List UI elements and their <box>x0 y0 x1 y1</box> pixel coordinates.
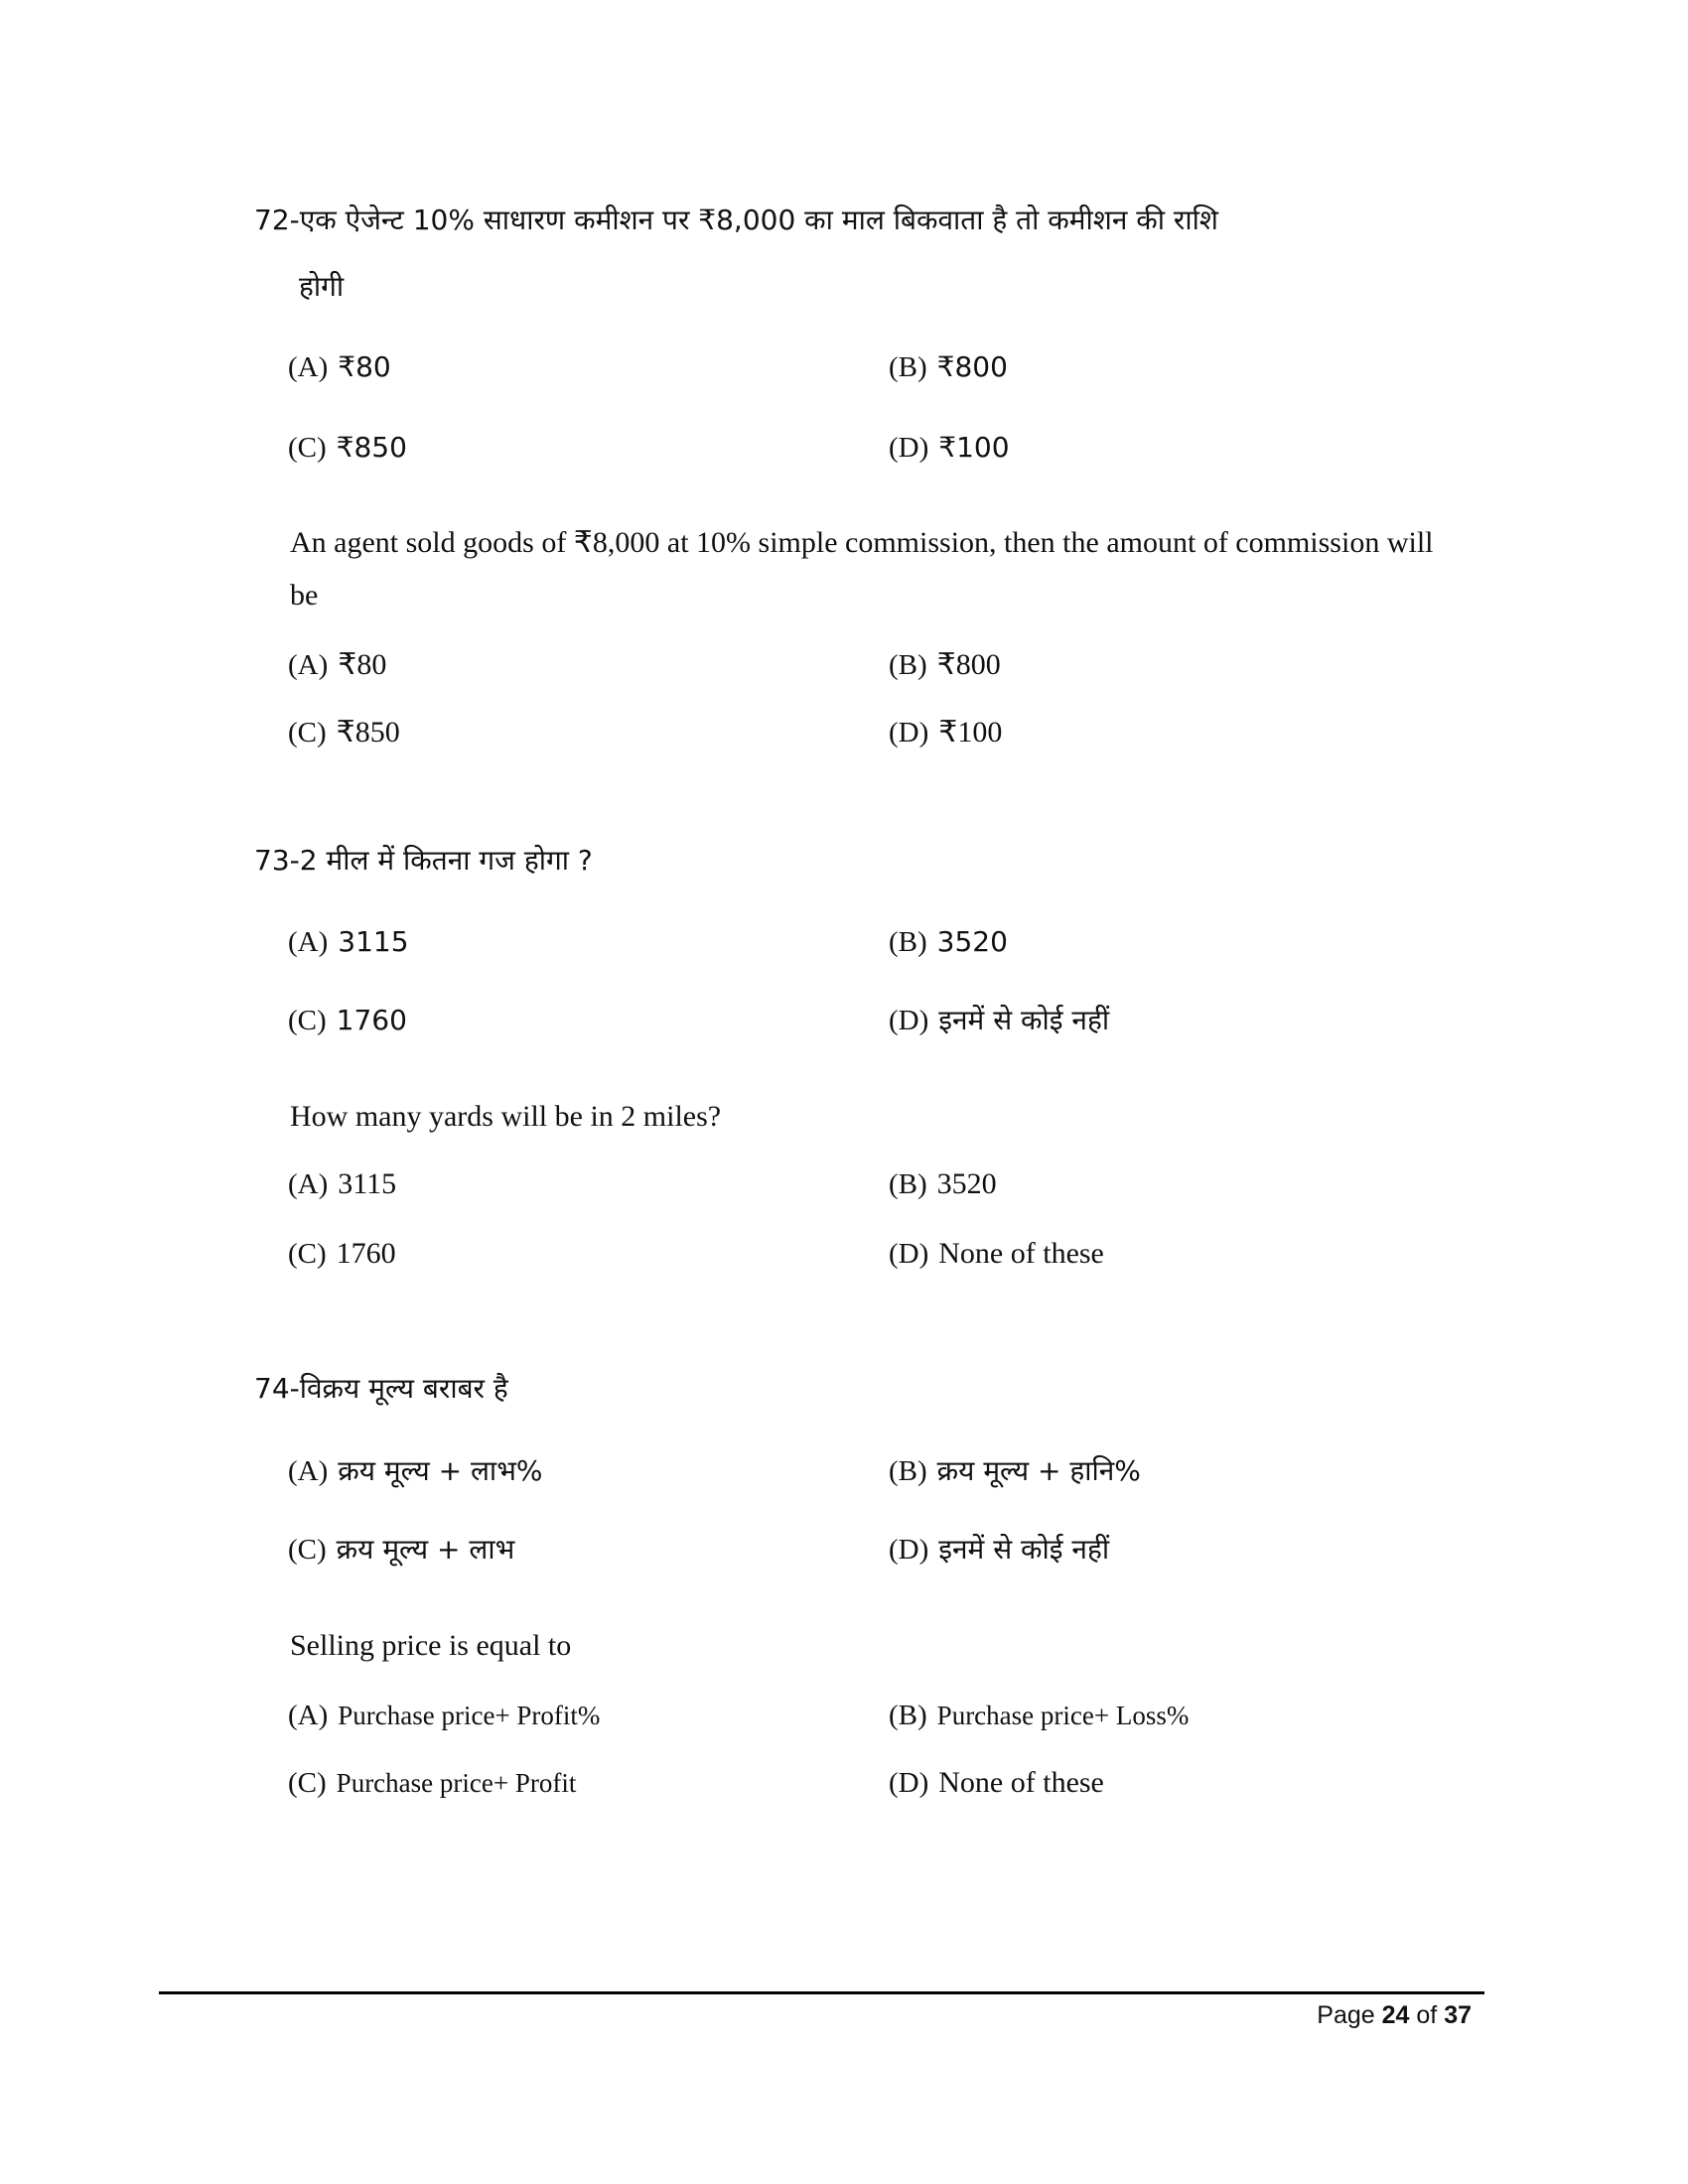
option-hindi <box>288 1451 542 1491</box>
option-english <box>889 1164 997 1204</box>
question-text-hindi: 2 मील में कितना गज होगा ? <box>299 844 593 877</box>
option-text: ₹800 <box>936 350 1008 383</box>
option-english <box>889 1696 1189 1735</box>
option-english <box>288 1164 396 1204</box>
option-text: ₹850 <box>336 716 400 749</box>
option-label: (D) <box>889 717 929 749</box>
option-text: ₹100 <box>938 716 1003 749</box>
option-text: 1760 <box>336 1004 407 1036</box>
option-text: 3520 <box>936 925 1008 958</box>
option-english <box>288 1696 600 1735</box>
option-label: (A) <box>288 351 329 383</box>
option-hindi <box>889 1530 1109 1570</box>
option-hindi <box>288 347 391 387</box>
option-label: (C) <box>288 717 327 749</box>
option-label: (B) <box>889 1455 927 1487</box>
option-text: 1760 <box>336 1237 396 1270</box>
option-text: ₹100 <box>938 431 1010 464</box>
option-label: (D) <box>889 1005 929 1036</box>
option-english <box>288 1234 396 1274</box>
option-english <box>288 1763 576 1803</box>
option-label: (B) <box>889 1700 927 1731</box>
footer-divider <box>159 1991 1484 1994</box>
option-label: (D) <box>889 432 929 464</box>
question-text-english: An agent sold goods of ₹8,000 at 10% simple commission, then the amount of commission will <box>290 526 1434 559</box>
question-text-hindi: होगी <box>299 270 345 303</box>
option-hindi <box>288 1530 514 1570</box>
question-text-english: How many yards will be in 2 miles? <box>290 1100 722 1133</box>
option-text: क्रय मूल्य + लाभ% <box>338 1454 543 1487</box>
option-label: (C) <box>288 1534 327 1566</box>
option-label: (D) <box>889 1767 929 1799</box>
option-text: ₹80 <box>338 350 391 383</box>
option-text: क्रय मूल्य + हानि% <box>936 1454 1141 1487</box>
page-number <box>1317 2001 1472 2030</box>
question-number: 74- <box>254 1372 300 1405</box>
question-hindi <box>254 201 1218 240</box>
question-text-english: be <box>290 579 319 612</box>
option-text: None of these <box>938 1766 1104 1799</box>
option-label: (A) <box>288 1455 329 1487</box>
option-text: 3115 <box>338 925 409 958</box>
option-text: ₹80 <box>338 648 387 681</box>
option-label: (C) <box>288 1767 327 1799</box>
question-english <box>290 1626 571 1666</box>
option-text: None of these <box>938 1237 1104 1270</box>
option-hindi <box>288 922 409 962</box>
option-english <box>288 713 400 752</box>
question-hindi-continued <box>299 267 344 307</box>
option-label: (B) <box>889 926 927 958</box>
option-text: क्रय मूल्य + लाभ <box>336 1533 515 1566</box>
option-hindi <box>889 428 1010 468</box>
option-label: (C) <box>288 432 327 464</box>
option-text: Purchase price+ Profit <box>336 1768 577 1798</box>
option-label: (D) <box>889 1238 929 1270</box>
of-label: of <box>1416 2001 1438 2029</box>
option-text: इनमें से कोई नहीं <box>938 1004 1110 1036</box>
option-label: (A) <box>288 1700 329 1731</box>
option-text: 3520 <box>936 1167 997 1200</box>
question-english <box>290 1097 721 1137</box>
option-label: (C) <box>288 1238 327 1270</box>
option-hindi <box>288 1001 407 1040</box>
option-english <box>889 1234 1104 1274</box>
option-text: Purchase price+ Profit% <box>338 1701 601 1730</box>
option-text: ₹850 <box>336 431 407 464</box>
option-english <box>889 1763 1104 1803</box>
option-label: (A) <box>288 649 329 681</box>
option-label: (A) <box>288 926 329 958</box>
question-text-hindi: एक ऐजेन्ट 10% साधारण कमीशन पर ₹8,000 का माल बिकवाता है तो कमीशन की राशि <box>299 204 1218 236</box>
option-english <box>889 645 1001 685</box>
option-label: (D) <box>889 1534 929 1566</box>
option-hindi <box>889 1451 1141 1491</box>
current-page: 24 <box>1381 2001 1410 2029</box>
question-hindi <box>254 841 593 881</box>
option-hindi <box>889 922 1008 962</box>
question-text-hindi: विक्रय मूल्य बराबर है <box>299 1372 508 1405</box>
question-english <box>290 523 1433 563</box>
question-text-english: Selling price is equal to <box>290 1629 572 1662</box>
question-english-continued <box>290 576 318 615</box>
option-text: Purchase price+ Loss% <box>936 1701 1190 1730</box>
total-pages: 37 <box>1444 2001 1472 2029</box>
option-english <box>288 645 386 685</box>
question-number: 73- <box>254 844 300 877</box>
option-hindi <box>889 347 1008 387</box>
option-label: (C) <box>288 1005 327 1036</box>
option-text: ₹800 <box>936 648 1001 681</box>
option-text: 3115 <box>338 1167 397 1200</box>
option-label: (B) <box>889 351 927 383</box>
option-text: इनमें से कोई नहीं <box>938 1533 1110 1566</box>
option-label: (B) <box>889 1168 927 1200</box>
option-hindi <box>889 1001 1109 1040</box>
question-number: 72- <box>254 204 300 236</box>
page-label: Page <box>1317 2001 1375 2029</box>
option-label: (A) <box>288 1168 329 1200</box>
option-hindi <box>288 428 407 468</box>
option-english <box>889 713 1002 752</box>
option-label: (B) <box>889 649 927 681</box>
question-hindi <box>254 1369 508 1409</box>
